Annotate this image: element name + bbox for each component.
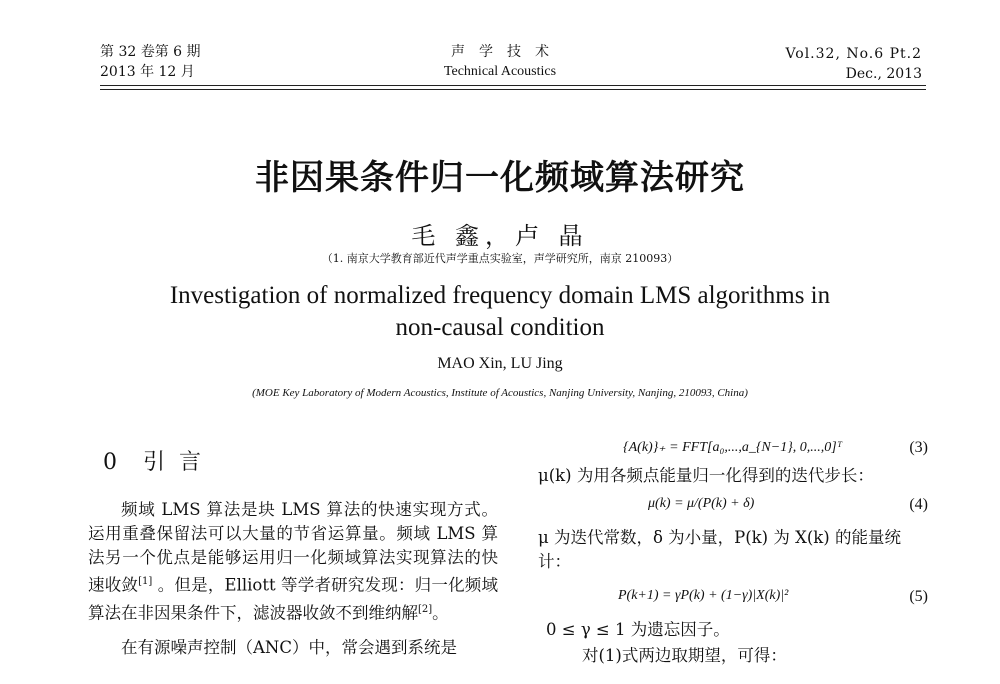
affiliation-cn: （1. 南京大学教育部近代声学重点实验室，声学研究所，南京 210093）: [321, 252, 679, 265]
citation-1: [1]: [138, 576, 153, 587]
equation-5-number: (5): [909, 588, 928, 605]
section-heading: [103, 445, 215, 476]
header-rule: [100, 85, 926, 86]
paragraph-2: 在有源噪声控制（ANC）中，常会遇到系统是: [121, 638, 457, 657]
equation-5: [538, 588, 928, 614]
volume-issue-cn: 第 32 卷第 6 期: [100, 44, 201, 60]
volume-issue-en: Vol.32, No.6 Pt.2: [785, 46, 922, 62]
right-column: [538, 436, 928, 668]
equation-5-body: P(k+1) = γP(k) + (1−γ)|X(k)|²: [618, 588, 789, 603]
date-cn: 2013 年 12 月: [100, 64, 195, 80]
equation-3-body: {A(k)}₊ = FFT[a₀,...,a_{N−1}, 0,...,0]ᵀ: [623, 440, 843, 455]
text-constants-cont: 计：: [538, 552, 571, 571]
left-column: [88, 498, 498, 660]
citation-2: [2]: [418, 603, 433, 615]
section-number: 0: [103, 450, 117, 475]
paragraph-1: 频域 LMS 算法是块 LMS 算法的快速实现方式。运用重叠保留法可以大量的节省运算量。频域 LMS 算法另一个优点是能够运用归一化频域算法实现算法的快速收敛[1] 。但是，Elliott 等学者研究发现：归一化频域算法在非因果条件下，滤波器收敛不到维纳解[2]。: [88, 500, 498, 622]
equation-4-body: μ(k) = μ/(P(k) + δ): [648, 496, 755, 511]
paper-title-en-line2: non-causal condition: [395, 314, 605, 341]
equation-4-number: (4): [909, 496, 928, 513]
text-step-size: μ(k) 为用各频点能量归一化得到的迭代步长：: [538, 466, 874, 485]
equation-4: [538, 496, 928, 522]
paper-title-en-line1: Investigation of normalized frequency domain LMS algorithms in: [169, 282, 831, 309]
text-forgetting-factor: 0 ≤ γ ≤ 1 为遗忘因子。: [546, 620, 730, 639]
section-title: 引言: [143, 450, 216, 475]
journal-name-en: Technical Acoustics: [443, 64, 557, 79]
paper-title-cn: 非因果条件归一化频域算法研究: [255, 158, 745, 198]
affiliation-en: (MOE Key Laboratory of Modern Acoustics, Institute of Acoustics, Nanjing University, Nanjing, 210093, China): [252, 387, 748, 399]
text-constants: μ 为迭代常数，δ 为小量，P(k) 为 X(k) 的能量统: [538, 528, 901, 547]
date-en: Dec., 2013: [845, 66, 922, 82]
paper-title-en: [0, 280, 1000, 344]
authors-cn: 毛 鑫，卢 晶: [411, 222, 589, 250]
authors-en: MAO Xin, LU Jing: [437, 355, 563, 372]
text-expectation: 对(1)式两边取期望，可得：: [582, 646, 787, 665]
equation-3: [538, 436, 928, 462]
journal-name-cn: 声 学 技 术: [451, 44, 549, 60]
equation-3-number: (3): [909, 439, 928, 456]
header-rule-thin: [100, 89, 926, 90]
